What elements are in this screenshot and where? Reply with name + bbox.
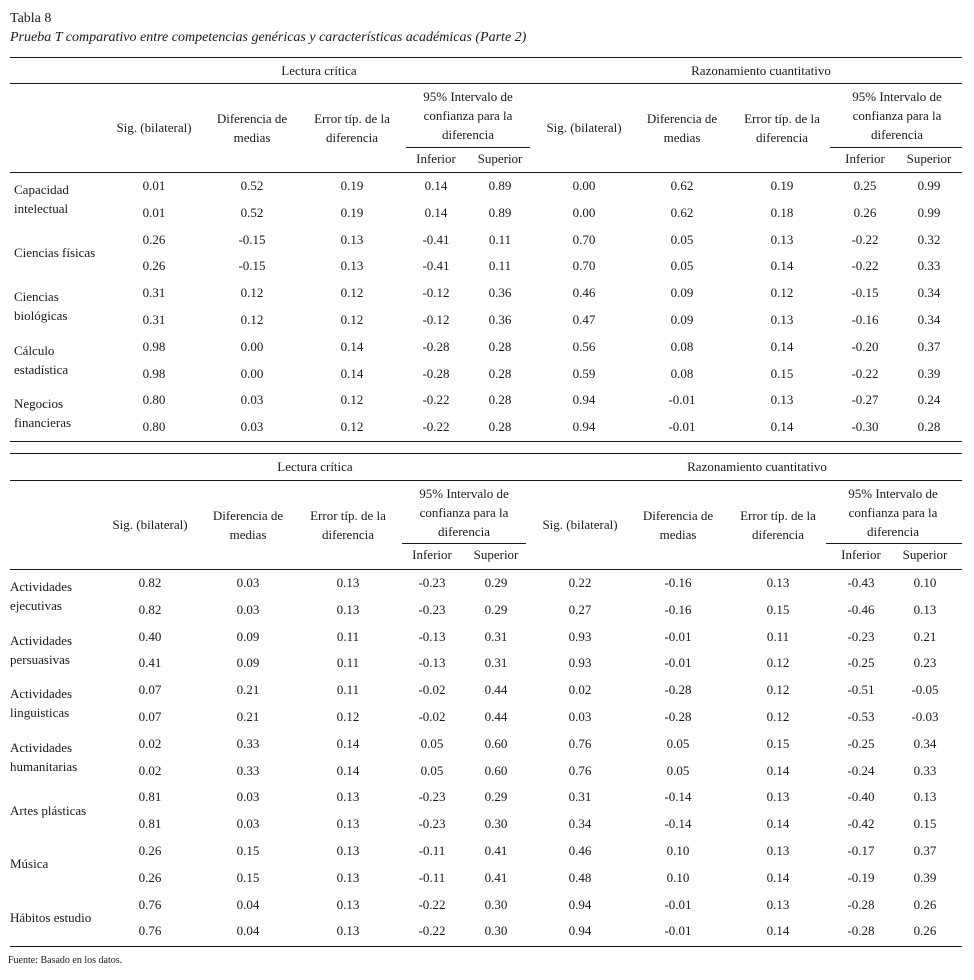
col-header-ci-lectura: 95% Intervalo de confianza para la diferencia [419, 486, 509, 539]
row-label: Actividades persuasivas [10, 632, 73, 667]
table-cell: -0.40 [847, 789, 875, 805]
table-cell: -0.30 [851, 419, 879, 435]
table-cell: 0.12 [770, 285, 794, 301]
table-cell: 0.00 [240, 338, 264, 354]
table-cell: 0.29 [484, 789, 508, 805]
table-cell: 0.59 [572, 365, 596, 381]
table-cell: -0.11 [418, 843, 446, 858]
table-cell: 0.46 [572, 285, 596, 301]
table-cell: 0.03 [236, 816, 260, 832]
table-cell: -0.22 [851, 231, 879, 247]
table-cell: 0.15 [766, 601, 790, 617]
col-header-lower-lectura: Inferior [412, 547, 452, 562]
table-cell: 0.81 [138, 789, 162, 805]
group-header-lectura-critica: Lectura crítica [277, 459, 353, 474]
table-cell: 0.23 [913, 655, 937, 671]
table-cell: -0.23 [418, 789, 446, 805]
table-cell: 0.14 [770, 338, 794, 354]
row-label: Actividades linguisticas [10, 686, 73, 721]
table-cell: 0.31 [484, 655, 508, 671]
table-cell: -0.15 [238, 258, 266, 274]
table-cell: -0.46 [847, 601, 875, 617]
table-cell: 0.12 [340, 419, 364, 435]
table-cell: 0.76 [568, 762, 592, 778]
table-cell: 0.52 [240, 178, 264, 193]
table-cell: 0.52 [240, 204, 264, 220]
col-header-diff-lectura: Diferencia de medias [216, 111, 288, 145]
table-cell: 0.04 [236, 896, 260, 912]
table-cell: -0.28 [422, 365, 450, 381]
table-cell: 0.01 [142, 178, 166, 193]
table-cell: 0.29 [484, 575, 508, 590]
table-bottom-rule [10, 946, 962, 947]
table-cell: 0.33 [236, 762, 260, 778]
table-cell: 0.12 [240, 285, 264, 301]
table-cell: 0.89 [488, 178, 512, 193]
table-cell: -0.15 [851, 285, 879, 301]
table-cell: -0.23 [418, 601, 446, 617]
table-bottom-rule [10, 441, 962, 442]
table-cell: 0.15 [236, 843, 260, 858]
table-cell: 0.12 [766, 709, 790, 724]
table-cell: 0.48 [568, 869, 592, 885]
col-header-lower-razonamiento: Inferior [845, 151, 885, 166]
table-cell: 0.62 [670, 178, 694, 193]
table-cell: 0.13 [766, 575, 790, 590]
col-header-upper-lectura: Superior [477, 151, 523, 166]
table-cell: -0.01 [664, 923, 692, 939]
table-cell: 0.00 [240, 365, 264, 381]
table-cell: 0.70 [572, 258, 596, 274]
table-cell: 0.13 [340, 258, 364, 274]
table-cell: 0.13 [770, 312, 794, 327]
table-cell: 0.26 [142, 231, 166, 247]
table-cell: -0.22 [422, 419, 450, 435]
table-cell: -0.28 [664, 682, 692, 698]
table-cell: 0.37 [917, 338, 941, 354]
table-cell: -0.12 [422, 285, 450, 301]
table-cell: 0.39 [917, 365, 941, 381]
table-cell: 0.41 [138, 655, 162, 671]
table-cell: 0.14 [766, 816, 790, 832]
table-cell: -0.16 [851, 312, 879, 327]
table-cell: 0.14 [340, 338, 364, 354]
table-top-rule [10, 453, 962, 454]
table-cell: -0.23 [418, 575, 446, 590]
table-cell: 0.98 [142, 365, 166, 381]
table-cell: 0.34 [917, 285, 941, 301]
table-cell: 0.02 [568, 682, 592, 698]
col-header-ci-razonamiento: 95% Intervalo de confianza para la diferencia [848, 486, 938, 539]
table-cell: 0.11 [766, 628, 790, 644]
table-title: Tabla 8 [10, 11, 52, 26]
table-cell: 0.14 [766, 762, 790, 778]
table-cell: 0.76 [138, 896, 162, 912]
col-header-diff-razonamiento: Diferencia de medias [646, 111, 718, 145]
table-cell: 0.15 [913, 816, 937, 832]
table-cell: 0.80 [142, 419, 166, 435]
col-header-upper-razonamiento: Superior [902, 547, 948, 562]
table-cell: 0.11 [488, 258, 512, 274]
table-cell: -0.25 [847, 735, 875, 751]
table-cell: 0.36 [488, 285, 512, 301]
table-cell: 0.14 [424, 178, 448, 193]
table-cell: 0.21 [236, 709, 260, 724]
table-cell: -0.13 [418, 655, 446, 671]
table-cell: -0.22 [851, 365, 879, 381]
table-cell: 0.18 [770, 204, 794, 220]
table-cell: -0.02 [418, 709, 446, 724]
row-label: Cálculo estadística [14, 342, 69, 377]
table-cell: 0.81 [138, 816, 162, 832]
table-cell: 0.13 [336, 923, 360, 939]
table-cell: 0.41 [484, 843, 508, 858]
table-cell: 0.89 [488, 204, 512, 220]
table-cell: 0.30 [484, 816, 508, 832]
table-cell: 0.34 [913, 735, 937, 751]
table-cell: 0.34 [917, 312, 941, 327]
table-cell: -0.42 [847, 816, 875, 832]
table-cell: 0.11 [336, 655, 360, 671]
table-cell: 0.28 [488, 365, 512, 381]
col-header-lower-lectura: Inferior [416, 151, 456, 166]
table-cell: 0.21 [913, 628, 937, 644]
table-cell: 0.36 [488, 312, 512, 327]
table-cell: 0.13 [770, 392, 794, 408]
table-cell: 0.22 [568, 575, 592, 590]
table-cell: 0.02 [138, 762, 162, 778]
table-cell: 0.33 [917, 258, 941, 274]
table-cell: 0.05 [666, 762, 690, 778]
table-cell: -0.41 [422, 258, 450, 274]
table-cell: 0.21 [236, 682, 260, 698]
table-cell: 0.15 [770, 365, 794, 381]
table-cell: 0.11 [336, 682, 360, 698]
table-cell: 0.09 [236, 628, 260, 644]
table-cell: 0.14 [766, 869, 790, 885]
table-cell: -0.02 [418, 682, 446, 698]
col-header-sig-lectura: Sig. (bilateral) [112, 517, 188, 532]
table-cell: 0.80 [142, 392, 166, 408]
table-cell: 0.28 [488, 419, 512, 435]
table-cell: 0.26 [138, 869, 162, 885]
table-cell: 0.47 [572, 312, 596, 327]
table-cell: -0.14 [664, 789, 692, 805]
table-cell: -0.27 [851, 392, 879, 408]
group-header-lectura-critica: Lectura crítica [281, 63, 357, 78]
ci-subheader-rule-lectura [402, 543, 526, 544]
table-cell: 0.56 [572, 338, 596, 354]
table-cell: 0.08 [670, 365, 694, 381]
group-header-razonamiento-cuantitativo: Razonamiento cuantitativo [691, 63, 831, 78]
table-cell: 0.13 [340, 231, 364, 247]
table-cell: 0.60 [484, 762, 508, 778]
table-cell: 0.12 [240, 312, 264, 327]
table-cell: 0.07 [138, 682, 162, 698]
table-cell: -0.28 [422, 338, 450, 354]
table-cell: 0.32 [917, 231, 941, 247]
table-cell: 0.12 [336, 709, 360, 724]
table-cell: 0.37 [913, 843, 937, 858]
table-cell: 0.12 [340, 285, 364, 301]
table-cell: 0.13 [913, 789, 937, 805]
table-cell: 0.94 [572, 419, 596, 435]
table-cell: 0.13 [913, 601, 937, 617]
col-header-sig-razonamiento: Sig. (bilateral) [542, 517, 618, 532]
table-cell: -0.43 [847, 575, 875, 590]
table-cell: 0.14 [424, 204, 448, 220]
table-cell: 0.40 [138, 628, 162, 644]
row-label: Artes plásticas [10, 802, 87, 818]
table-cell: 0.13 [766, 843, 790, 858]
table-cell: -0.51 [847, 682, 875, 698]
table-cell: 0.93 [568, 628, 592, 644]
table-cell: -0.19 [847, 869, 875, 885]
table-cell: -0.14 [664, 816, 692, 832]
table-cell: 0.62 [670, 204, 694, 220]
table-cell: 0.05 [670, 258, 694, 274]
table-cell: -0.12 [422, 312, 450, 327]
table-cell: 0.13 [766, 896, 790, 912]
table-cell: 0.28 [488, 338, 512, 354]
table-cell: 0.14 [336, 735, 360, 751]
col-header-err-razonamiento: Error típ. de la diferencia [740, 508, 816, 542]
col-header-lower-razonamiento: Inferior [841, 547, 881, 562]
table-cell: 0.28 [488, 392, 512, 408]
ci-subheader-rule-lectura [406, 147, 530, 148]
table-cell: -0.01 [668, 419, 696, 435]
table-cell: 0.26 [853, 204, 877, 220]
table-cell: 0.46 [568, 843, 592, 858]
table-cell: 0.09 [670, 285, 694, 301]
table-cell: 0.98 [142, 338, 166, 354]
table-cell: 0.07 [138, 709, 162, 724]
col-header-err-lectura: Error típ. de la diferencia [314, 111, 390, 145]
ci-subheader-rule-razonamiento [826, 543, 962, 544]
col-header-err-razonamiento: Error típ. de la diferencia [744, 111, 820, 145]
table-cell: 0.60 [484, 735, 508, 751]
table-cell: 0.99 [917, 204, 941, 220]
table-cell: -0.15 [238, 231, 266, 247]
col-header-ci-razonamiento: 95% Intervalo de confianza para la diferencia [852, 89, 942, 142]
col-header-upper-lectura: Superior [473, 547, 519, 562]
table-cell: 0.82 [138, 601, 162, 617]
table-cell: -0.28 [664, 709, 692, 724]
table-cell: -0.25 [847, 655, 875, 671]
table-cell: -0.16 [664, 601, 692, 617]
table-cell: 0.76 [568, 735, 592, 751]
table-cell: 0.33 [236, 735, 260, 751]
table-cell: 0.03 [240, 392, 264, 408]
table-cell: 0.26 [138, 843, 162, 858]
table-cell: 0.14 [336, 762, 360, 778]
table-cell: -0.53 [847, 709, 875, 724]
table-cell: 0.00 [572, 178, 596, 193]
table-cell: -0.22 [422, 392, 450, 408]
table-cell: 0.29 [484, 601, 508, 617]
table-cell: 0.33 [913, 762, 937, 778]
table-cell: 0.08 [670, 338, 694, 354]
table-cell: 0.05 [670, 231, 694, 247]
ci-subheader-rule-razonamiento [830, 147, 962, 148]
table-cell: 0.03 [568, 709, 592, 724]
table-cell: 0.13 [766, 789, 790, 805]
row-label: Música [10, 856, 49, 872]
table-cell: -0.23 [847, 628, 875, 644]
row-label: Actividades ejecutivas [10, 579, 73, 613]
table-cell: 0.28 [917, 419, 941, 435]
table-cell: 0.19 [770, 178, 794, 193]
group-header-razonamiento-cuantitativo: Razonamiento cuantitativo [687, 459, 827, 474]
table-cell: -0.17 [847, 843, 875, 858]
group-header-rule [10, 83, 962, 84]
table-cell: 0.30 [484, 923, 508, 939]
table-cell: 0.99 [917, 178, 941, 193]
table-cell: 0.03 [236, 601, 260, 617]
table-cell: 0.27 [568, 601, 592, 617]
table-cell: -0.28 [847, 896, 875, 912]
table-cell: 0.09 [236, 655, 260, 671]
table-cell: 0.05 [420, 762, 444, 778]
table-cell: -0.28 [847, 923, 875, 939]
table-cell: 0.94 [568, 923, 592, 939]
table-cell: 0.04 [236, 923, 260, 939]
row-label: Ciencias físicas [14, 245, 96, 260]
table-cell: 0.14 [770, 419, 794, 435]
table-cell: 0.19 [340, 178, 364, 193]
table-cell: -0.05 [911, 682, 939, 698]
table-cell: -0.01 [664, 655, 692, 671]
column-header-rule [10, 569, 962, 570]
table-cell: 0.12 [766, 682, 790, 698]
table-cell: 0.15 [766, 735, 790, 751]
table-cell: -0.23 [418, 816, 446, 832]
table-cell: 0.00 [572, 204, 596, 220]
table-cell: -0.22 [418, 923, 446, 939]
table-cell: 0.76 [138, 923, 162, 939]
table-cell: 0.10 [666, 843, 690, 858]
row-label: Hábitos estudio [10, 910, 92, 925]
row-label: Actividades humanitarias [10, 739, 78, 774]
table-cell: 0.13 [336, 601, 360, 617]
table-cell: 0.31 [142, 312, 166, 327]
table-cell: 0.10 [666, 869, 690, 885]
table-cell: 0.19 [340, 204, 364, 220]
table-cell: 0.31 [484, 628, 508, 644]
table-cell: 0.03 [236, 789, 260, 805]
table-cell: -0.01 [664, 896, 692, 912]
table-cell: 0.15 [236, 869, 260, 885]
col-header-upper-razonamiento: Superior [906, 151, 952, 166]
table-cell: -0.41 [422, 231, 450, 247]
table-cell: 0.25 [853, 178, 877, 193]
table-cell: 0.14 [770, 258, 794, 274]
table-cell: 0.94 [568, 896, 592, 912]
table-cell: -0.13 [418, 628, 446, 644]
row-label: Capacidad intelectual [14, 182, 69, 216]
table-top-rule [10, 57, 962, 58]
table-cell: 0.93 [568, 655, 592, 671]
col-header-err-lectura: Error típ. de la diferencia [310, 508, 386, 542]
table-cell: 0.31 [142, 285, 166, 301]
table-cell: 0.94 [572, 392, 596, 408]
table-cell: 0.12 [340, 392, 364, 408]
table-cell: 0.14 [766, 923, 790, 939]
col-header-sig-lectura: Sig. (bilateral) [116, 120, 192, 135]
table-cell: -0.03 [911, 709, 939, 724]
table-cell: 0.11 [336, 628, 360, 644]
table-cell: 0.13 [336, 575, 360, 590]
table-cell: 0.02 [138, 735, 162, 751]
col-header-ci-lectura: 95% Intervalo de confianza para la diferencia [423, 89, 513, 142]
group-header-rule [10, 480, 962, 481]
column-header-rule [10, 172, 962, 173]
col-header-sig-razonamiento: Sig. (bilateral) [546, 120, 622, 135]
table-cell: -0.22 [418, 896, 446, 912]
table-cell: 0.03 [240, 419, 264, 435]
table-cell: 0.70 [572, 231, 596, 247]
table-cell: 0.14 [340, 365, 364, 381]
table-cell: 0.12 [340, 312, 364, 327]
table-cell: 0.26 [142, 258, 166, 274]
table-cell: 0.13 [336, 843, 360, 858]
table-cell: 0.05 [666, 735, 690, 751]
row-label: Negocios financieras [14, 396, 72, 431]
table-cell: 0.24 [917, 392, 941, 408]
table-cell: -0.11 [418, 869, 446, 885]
table-cell: -0.16 [664, 575, 692, 590]
table-cell: 0.41 [484, 869, 508, 885]
table-cell: 0.11 [488, 231, 512, 247]
table-cell: 0.44 [484, 682, 508, 698]
table-cell: 0.13 [336, 789, 360, 805]
table-cell: 0.13 [336, 869, 360, 885]
table-footer: Fuente: Basado en los datos. [8, 955, 123, 966]
table-cell: 0.34 [568, 816, 592, 832]
table-cell: 0.09 [670, 312, 694, 327]
table-cell: 0.44 [484, 709, 508, 724]
table-cell: 0.12 [766, 655, 790, 671]
table-cell: 0.26 [913, 923, 937, 939]
table-cell: 0.26 [913, 896, 937, 912]
row-label: Ciencias biológicas [14, 289, 68, 324]
table-cell: -0.20 [851, 338, 879, 354]
table-cell: -0.22 [851, 258, 879, 274]
table-cell: 0.13 [336, 816, 360, 832]
col-header-diff-razonamiento: Diferencia de medias [642, 508, 714, 542]
table-cell: 0.03 [236, 575, 260, 590]
table-cell: -0.24 [847, 762, 875, 778]
table-cell: 0.39 [913, 869, 937, 885]
col-header-diff-lectura: Diferencia de medias [212, 508, 284, 542]
table-cell: 0.31 [568, 789, 592, 805]
table-cell: 0.05 [420, 735, 444, 751]
table-cell: 0.13 [770, 231, 794, 247]
table-cell: -0.01 [668, 392, 696, 408]
table-subtitle: Prueba T comparativo entre competencias genéricas y características académicas (Parte 2) [10, 30, 527, 45]
table-cell: 0.01 [142, 204, 166, 220]
table-cell: 0.10 [913, 575, 937, 590]
table-cell: -0.01 [664, 628, 692, 644]
table-cell: 0.30 [484, 896, 508, 912]
table-cell: 0.13 [336, 896, 360, 912]
table-cell: 0.82 [138, 575, 162, 590]
